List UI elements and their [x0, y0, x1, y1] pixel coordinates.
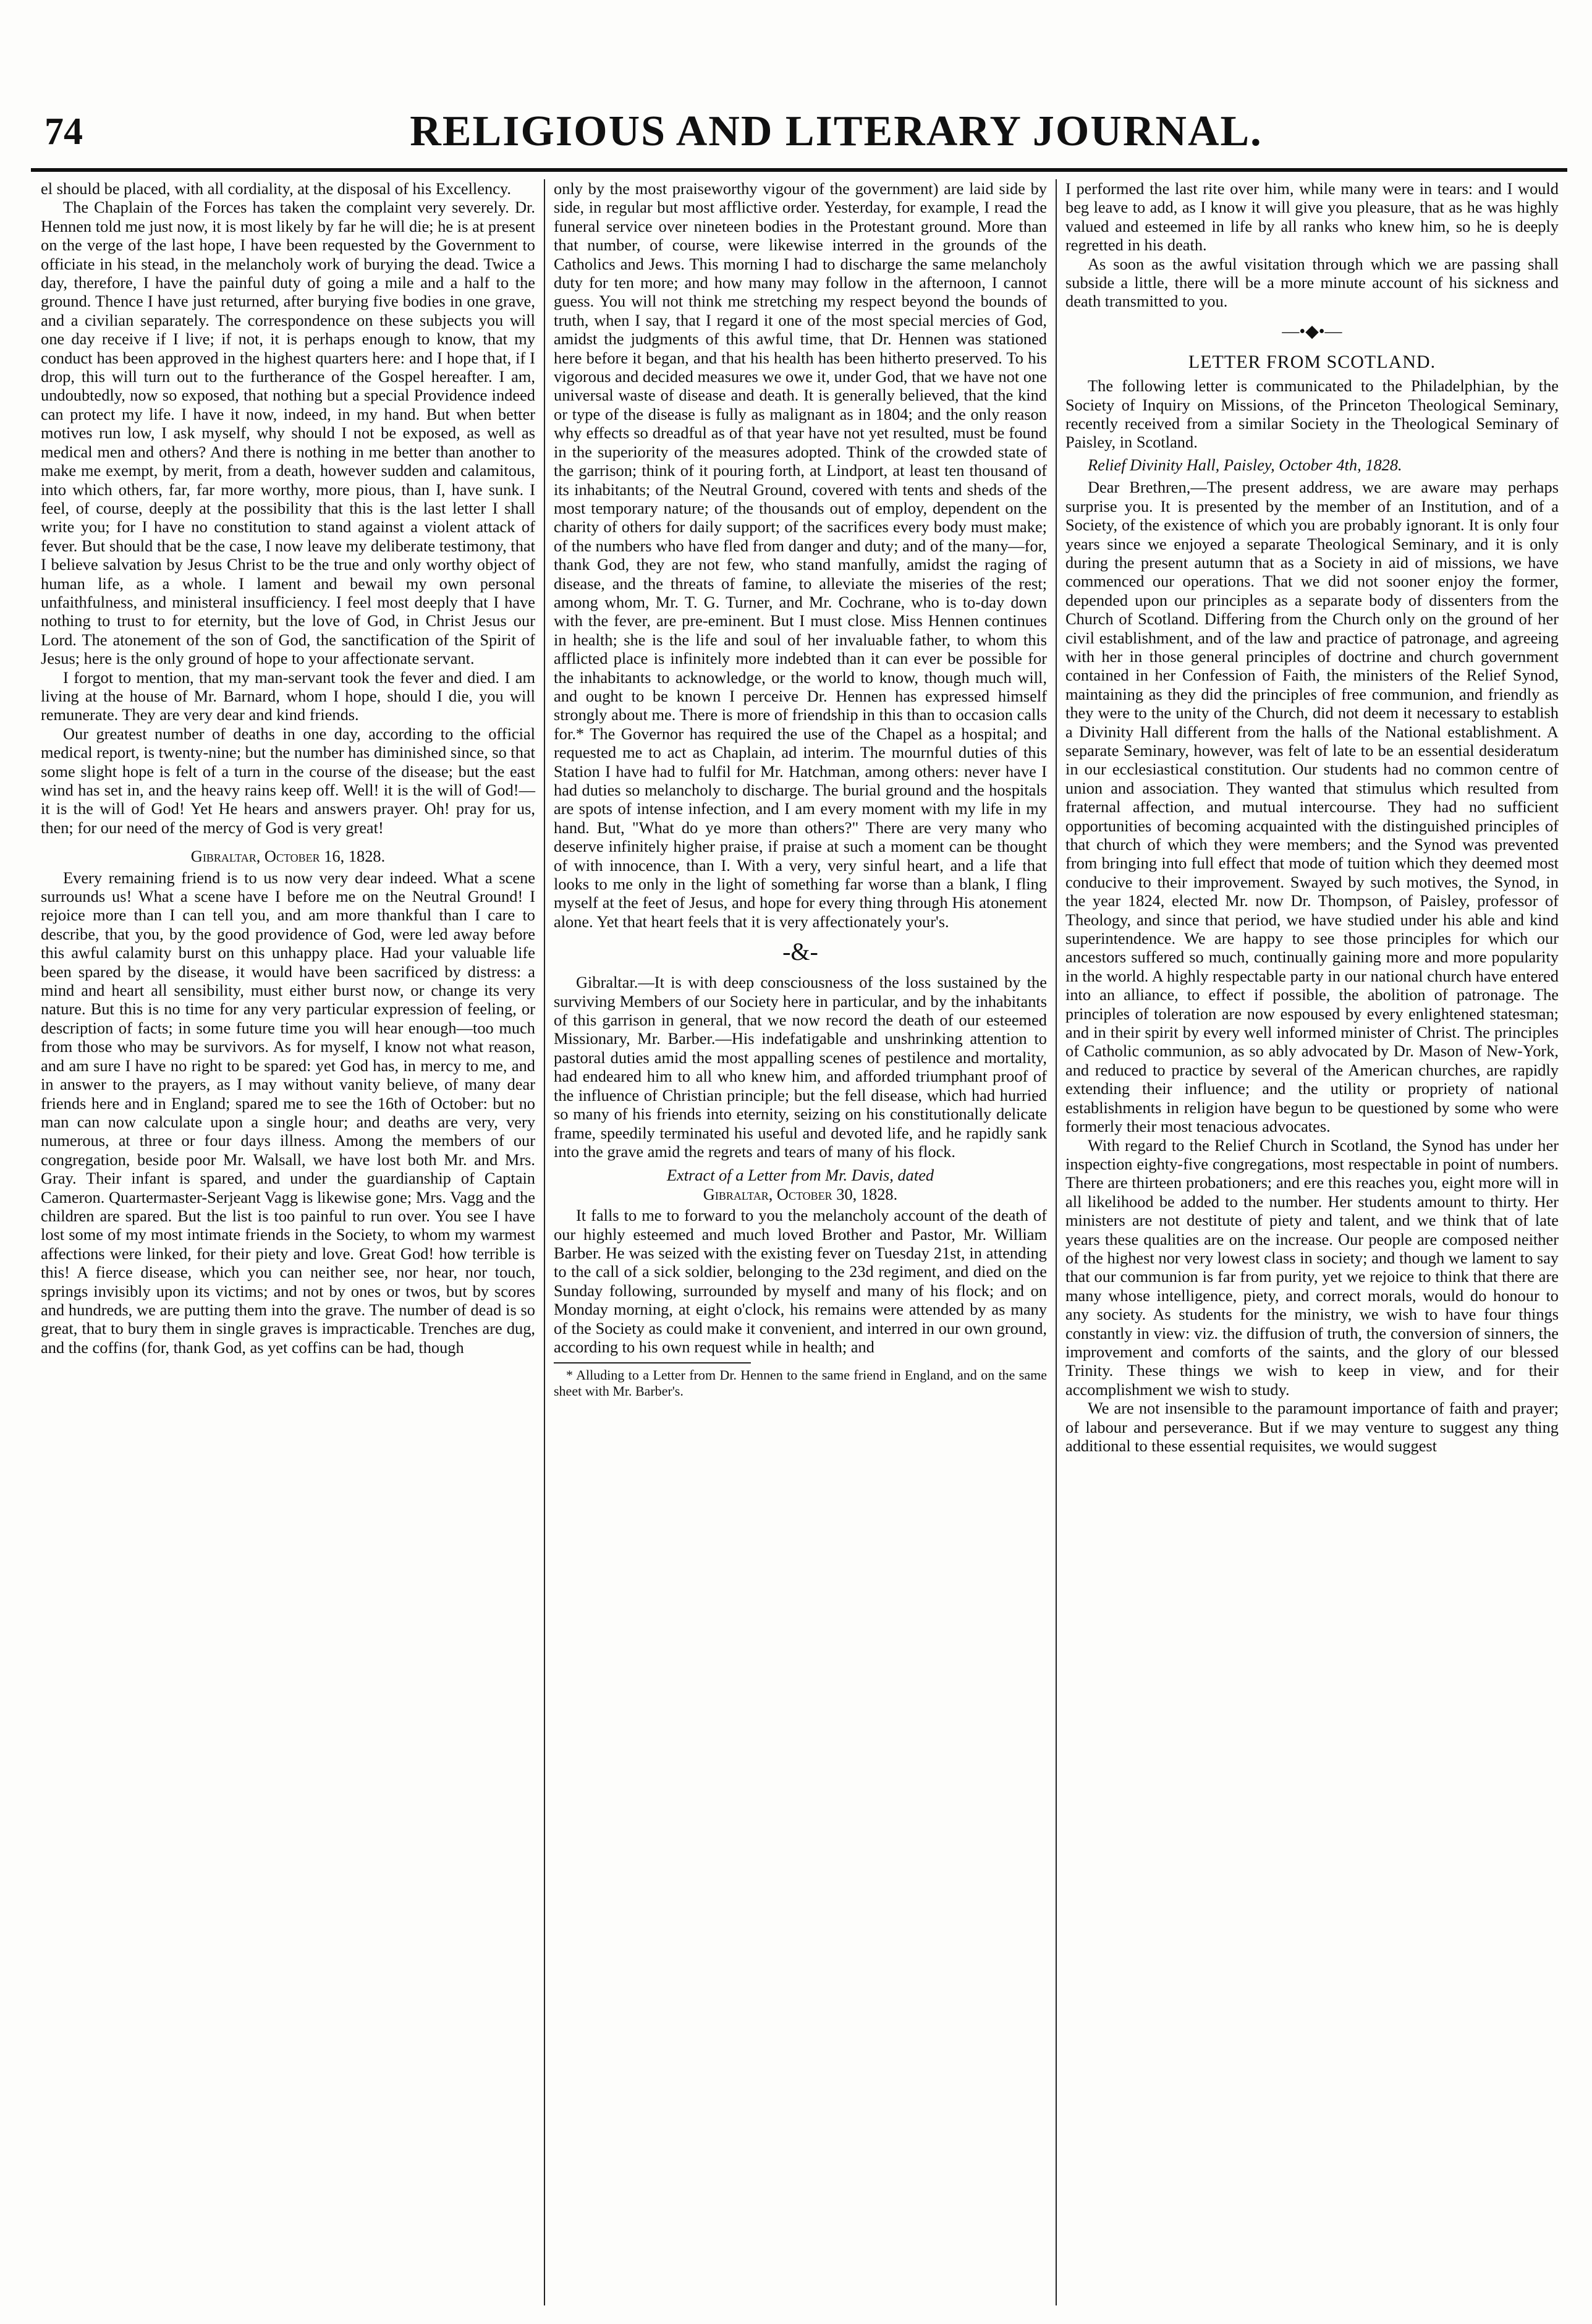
paragraph: el should be placed, with all cordiality, at the disposal of his Excellency.	[41, 179, 511, 198]
paragraph: I performed the last rite over him, while many were in tears: and I would beg leave to add, as I know it will give you pleasure, that as he was highly valued and esteemed in life by all ranks who knew him, so he is deeply regretted in his death.	[1065, 179, 1559, 255]
column-left	[32, 179, 544, 2305]
footnote: * Alluding to a Letter from Dr. Hennen to the same friend in England, and on the same sheet with Mr. Barber's.	[554, 1367, 1047, 1399]
header-rule	[31, 168, 1567, 172]
paragraph: It falls to me to forward to you the melancholy account of the death of our highly esteemed and much loved Brother and Pastor, Mr. William Barber. He was seized with the existing fever on Tuesday 21st, in attending to the call of a sick soldier, belonging to the 23d regiment, and died on the Sunday following, surrounded by myself and many of his flock; and on Monday morning, at eight o'clock, his remains were attended by as many of the Society as could make it convenient, and interred in our own ground, according to his own request while in health; and	[554, 1206, 1047, 1356]
column-right	[1056, 179, 1567, 2305]
page-number: 74	[44, 111, 83, 153]
paragraph: Gibraltar.—It is with deep consciousness of the loss sustained by the surviving Members of our Society here in particular, and by the inhabitants of this garrison in general, that we now record the death of our esteemed Missionary, Mr. Barber.—His indefatigable and unshrinking attention to pastoral duties amid the most appalling scenes of pestilence and mortality, had endeared him to all who knew him, and afforded triumphant proof of the influence of Christian principle; but the fell disease, which had hurried so many of his friends into eternity, seizing on his constitutionally delicate frame, speedily terminated his useful and devoted life, and he rapidly sank into the grave amid the regrets and tears of many of his flock.	[554, 973, 1047, 1161]
dateline: Relief Divinity Hall, Paisley, October 4th, 1828.	[1088, 455, 1402, 474]
journal-title: RELIGIOUS AND LITERARY JOURNAL.	[410, 108, 1263, 155]
footnote-rule	[554, 1362, 751, 1363]
paragraph: Every remaining friend is to us now very dear indeed. What a scene surrounds us! What a scene have I before me on the Neutral Ground! I rejoice more than I can tell you, and am more thankful than I care to describe, that you, by the good providence of God, were led away before this awful calamity burst on this unhappy place. Had your valuable life been spared by the disease, it would have been sacrificed by distress: a mind and heart all sensibility, must either burst now, or change its very nature. But this is no time for any very particular expression of feeling, or description of facts; in some future time you will hear enough—too much from those who may be survivors. As for myself, I know not what reason, and am sure I have no right to be spared: yet God has, in mercy to me, and in answer to the prayers, as I may without vanity believe, of many dear friends here and in England; spared me to see the 16th of October: but no man can now calculate upon a single hour; and deaths are very, very numerous, at three or four days illness. Among the members of our congregation, beside poor Mr. Walsall, we have lost both Mr. and Mrs. Gray. Their infant is spared, and under the guardianship of Captain Cameron. Quartermaster-Serjeant Vagg is likewise gone; Mrs. Vagg and the children are spared. But the list is too painful to run over. You see I have lost some of my most intimate friends in the Society, to whom my warmest affections were linked, for their piety and love. Great God! how terrible is this! A fierce disease, which you can neither see, nor hear, nor touch, springs invisibly upon its victims; and not by ones or twos, but by scores and hundreds, we are putting them into the grave. The number of dead is so great, that to bury them in single graves is impracticable. Trenches are dug, and the coffins (for, thank God, as yet coffins can be had, though	[41, 868, 535, 1357]
column-middle	[544, 179, 1056, 2305]
dateline: Gibraltar, October 30, 1828.	[703, 1184, 898, 1203]
paragraph: Dear Brethren,—The present address, we are aware may perhaps surprise you. It is presented by the member of an Institution, and of a Society, of the existence of which you are probably ignorant. It is only four years since we enjoyed a separate Theological Seminary, and it is only during the present autumn that as a Society in aid of missions, we have commenced our operations. That we did not sooner enjoy the former, depended upon our principles as a separate body of dissenters from the Church of Scotland. Differing from the Church only on the ground of her civil establishment, and of the law and practice of patronage, and agreeing with her in those general principles of doctrine and church government contained in her Confession of Faith, the ministers of the Relief Synod, maintaining as they did the principles of free communion, and friendly as they were to the unity of the Church, did not deem it necessary to establish a Divinity Hall different from the halls of the National establishment. A separate Seminary, however, was felt of late to be an essential desideratum in our ecclesiastical constitution. Our students had no common centre of union and association. They wanted that stimulus which resulted from fraternal affection, and mutual intercourse. They had no sufficient opportunities of becoming acquainted with the distinguished principles of that church of which they were members; and the Synod was prevented from bringing into full effect that mode of tuition which they deemed most conducive to their improvement. Swayed by such motives, the Synod, in the year 1824, elected Mr. now Dr. Thompson, of Paisley, professor of Theology, and since that period, we have studied under his able and kind superintendence. We are happy to see those principles for which our ancestors suffered so much, continually gaining more and more popularity in the world. A highly respectable party in our national church have entered into an alliance, to effect if possible, the abolition of patronage. The principles of toleration are now espoused by every enlightened statesman; and in their spirit by every well informed minister of Christ. The principles of Catholic communion, as so ably advocated by Dr. Mason of New-York, and reduced to practice by several of the American churches, are rapidly extending their influence; and the utility or propriety of national establishments in religion have begun to be questioned by some who were formerly their most tenacious advocates.	[1065, 478, 1559, 1136]
ornament-divider: -&-	[782, 938, 818, 966]
paragraph: I forgot to mention, that my man-servant took the fever and died. I am living at the house of Mr. Barnard, whom I hope, should I die, you will remunerate. They are very dear and kind friends.	[41, 668, 535, 724]
article-heading: LETTER FROM SCOTLAND.	[1188, 351, 1436, 372]
paragraph: We are not insensible to the paramount importance of faith and prayer; of labour and perseverance. But if we may venture to suggest any thing additional to these essential requisites, we would suggest	[1065, 1399, 1559, 1455]
paragraph: only by the most praiseworthy vigour of the government) are laid side by side, in regular but most afflictive order. Yesterday, for example, I read the funeral service over nineteen bodies in the Protestant ground. More than that number, of course, were likewise interred in the grounds of the Catholics and Jews. This morning I had to discharge the same melancholy duty for ten more; and how many may follow in the afternoon, I cannot guess. You will not think me stretching my respect beyond the bounds of truth, when I say, that I regard it one of the most special mercies of God, amidst the judgments of this awful time, that Dr. Hennen was stationed here before it began, and that his health has been hitherto preserved. To his vigorous and decided measures we owe it, under God, that we have not one universal waste of disease and death. It is generally believed, that the kind or type of the disease is fully as malignant as in 1804; and the only reason why effects so dreadful as of that year have not yet resulted, must be found in the superiority of the measures adopted. Think of the crowded state of the garrison; think of it pouring forth, at Lindport, at least ten thousand of its inhabitants; of the Neutral Ground, covered with tents and sheds of the most temporary nature; of the thousands out of employ, dependent on the charity of others for daily support; of the sacrifices every body must make; of the numbers who have fled from danger and duty; and of the many—for, thank God, they are not few, who stand manfully, amidst the raging of disease, and the threats of famine, to alleviate the miseries of the rest; among whom, Mr. T. G. Turner, and Mr. Cochrane, who is to-day down with the fever, are pre-eminent. But I must close. Miss Hennen continues in health; she is the life and soul of her invaluable father, to whom this afflicted place is infinitely more indebted than it can ever be possible for the inhabitants to acknowledge, or the world to know, though much will, and ought to be known I perceive Dr. Hennen has expressed himself strongly about me. There is more of friendship in this than to occasion calls for.* The Governor has required the use of the Chapel as a hospital; and requested me to act as Chaplain, ad interim. The mournful duties of this Station I have had to fulfil for Mr. Hatchman, among others: never have I had duties so melancholy to discharge. The burial ground and the hospitals are spots of intense infection, and I am every moment with my life in my hand. But, "What do ye more than others?" There are very many who deserve infinitely higher praise, if praise at such a moment can be thought of with innocence, than I. With a very, very sinful heart, and a life that looks to me only in the light of something far worse than a blank, I fling myself at the feet of Jesus, and hope for every thing through His atonement alone. Yet that heart feels that it is very affectionately your's.	[554, 179, 1047, 931]
extract-heading: Extract of a Letter from Mr. Davis, dated	[666, 1166, 934, 1185]
text-columns	[32, 179, 1567, 2305]
paragraph: With regard to the Relief Church in Scotland, the Synod has under her inspection eighty-five congregations, most respectable in point of numbers. There are thirteen probationers; and ere this reaches you, eight more will in all likelihood be added to the number. Her students amount to thirty. Her ministers are not destitute of piety and talent, and we think that of late years these qualities are on the increase. Our people are composed neither of the highest nor very lowest class in society; and though we lament to say that our communion is far from purity, yet we rejoice to think that there are many whose intelligence, piety, and correct morals, would do honour to any society. As students for the ministry, we wish to have four things constantly in view: viz. the diffusion of truth, the conversion of sinners, the improvement and comforts of the saints, and the glory of our blessed Trinity. These things we wish to keep in view, and for their accomplishment we wish to study.	[1065, 1135, 1559, 1399]
paragraph: The Chaplain of the Forces has taken the complaint very severely. Dr. Hennen told me just now, it is most likely by far he will die; he is at present on the verge of the last hope, I have been requested by the Government to officiate in his stead, in the melancholy work of burying the dead. Twice a day, therefore, I have the painful duty of going a mile and a half to the ground. Thence I have just returned, after burying five bodies in one grave, and a civilian separately. The correspondence on these subjects you will one day receive if I live; if not, it is perhaps enough to know, that my conduct has been approved in the highest quarters here: and I hope that, if I drop, this will turn out to the furtherance of the Gospel hereafter. I am, undoubtedly, now so exposed, that nothing but a special Providence indeed can protect my life. I have it now, indeed, in my hand. But when better motives run low, I ask myself, why should I not be exposed, as well as medical men and others? And there is nothing in me better than another to make me exempt, by merit, from a death, however sudden and calamitous, into which others, far, far more worthy, more pious, than I, have sunk. I feel, of course, deeply at the possibility that this is the last letter I shall write you; for I have no constitution to stand against a violent attack of fever. But should that be the case, I now leave my deliberate testimony, that I believe salvation by Jesus Christ to be the true and only worthy object of human life, as a whole. I lament and bewail my own personal unfaithfulness, and ministeral insufficiency. I feel most deeply that I have nothing to trust to for eternity, but the love of God, in Christ Jesus our Lord. The atonement of the son of God, the sanctification of the Spirit of Jesus; here is the only ground of hope to your affectionate servant.	[41, 198, 535, 668]
paragraph: As soon as the awful visitation through which we are passing shall subside a little, there will be a more minute account of his sickness and death transmitted to you.	[1065, 254, 1559, 311]
paragraph: Our greatest number of deaths in one day, according to the official medical report, is twenty-nine; but the number has diminished since, so that some slight hope is felt of a turn in the course of the disease; but the east wind has set in, and the heavy rains keep off. Well! it is the will of God!—it is the will of God! Yet He hears and answers prayer. Oh! pray for us, then; for our need of the mercy of God is very great!	[41, 724, 535, 837]
page-header	[31, 98, 1567, 172]
ornament-divider: —•◆•—	[1282, 321, 1342, 341]
dateline: Gibraltar, October 16, 1828.	[190, 847, 386, 866]
paragraph: The following letter is communicated to the Philadelphian, by the Society of Inquiry on Missions, of the Princeton Theological Seminary, recently received from a similar Society in the Theological Seminary of Paisley, in Scotland.	[1065, 376, 1559, 452]
